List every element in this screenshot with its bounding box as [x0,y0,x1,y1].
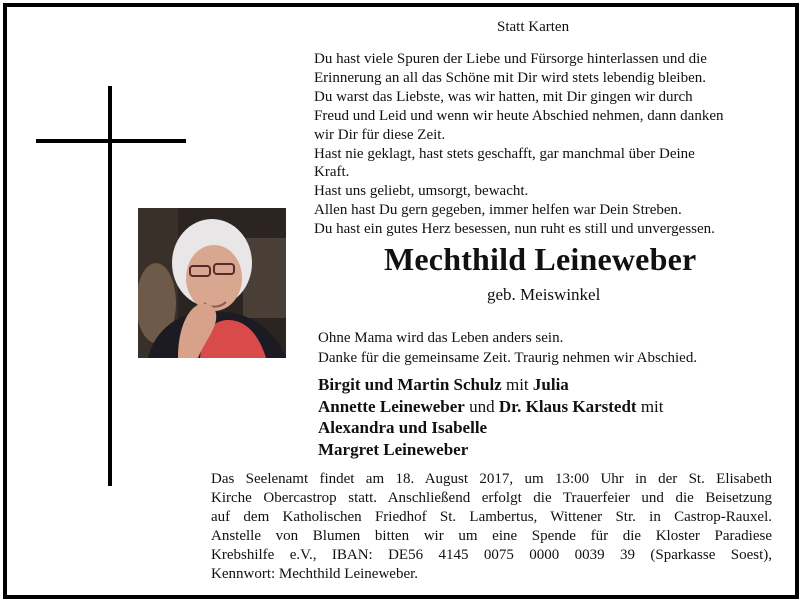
mourner-conjunction: mit [636,396,664,416]
mourner-conjunction: mit [501,375,533,394]
poem-line: Freud und Leid und wenn wir heute Abschied nehmen, dann danken [314,107,724,124]
mourner-name: Annette Leineweber [318,396,465,416]
notice-line: Kirche Obercastrop statt. Anschließend erfolgt die Trauerfeier und die Beisetzung [211,490,772,506]
mourner-conjunction: und [464,396,499,416]
header-statt-karten: Statt Karten [497,19,570,35]
poem-line: Kraft. [314,164,350,181]
mourner-line: Alexandra und Isabelle [318,418,488,437]
poem-line: Allen hast Du gern gegeben, immer helfen war Dein Streben. [314,202,682,219]
mourners-list [318,374,664,460]
portrait-image [138,208,286,358]
poem-line: Du hast viele Spuren der Liebe und Fürsorge hinterlassen und die [314,51,707,67]
deceased-name: Mechthild Leineweber [384,241,697,277]
cross-icon-bar [36,139,186,143]
notice-line: Kennwort: Mechthild Leineweber. [211,566,419,582]
poem-line: wir Dir für diese Zeit. [314,126,446,143]
mourner-line [318,396,664,418]
deceased-birth-name: geb. Meiswinkel [487,285,601,304]
poem-line: Du hast ein gutes Herz besessen, nun ruht es still und unvergessen. [314,221,715,238]
mourner-name: Julia [532,375,569,394]
funeral-notice [211,470,772,584]
mourner-name: Dr. Klaus Karstedt [498,396,637,416]
notice-line: Krebshilfe e.V., IBAN: DE56 4145 0075 0000 0039 39 (Sparkasse Soest), [211,547,772,563]
notice-line: auf dem Katholischen Friedhof St. Lambertus, Wittener Str. in Castrop-Rauxel. [211,509,772,525]
message-line: Ohne Mama wird das Leben anders sein. [318,330,564,346]
cross-icon [108,86,112,486]
mourner-line: Margret Leineweber [318,439,469,459]
poem [314,50,784,239]
mourner-line [318,374,664,396]
poem-line: Hast nie geklagt, hast stets geschafft, gar manchmal über Deine [314,145,695,162]
portrait-photo [138,208,286,358]
mourner-name: Birgit und Martin Schulz [318,375,502,394]
notice-line: Anstelle von Blumen bitten wir um eine Spende für die Kloster Paradiese [211,528,772,544]
family-message [318,328,697,368]
notice-line: Das Seelenamt findet am 18. August 2017, um 13:00 Uhr in der St. Elisabeth [211,471,772,487]
poem-line: Du warst das Liebste, was wir hatten, mit Dir gingen wir durch [314,88,693,105]
message-line: Danke für die gemeinsame Zeit. Traurig nehmen wir Abschied. [318,350,698,366]
poem-line: Erinnerung an all das Schöne mit Dir wird stets lebendig bleiben. [314,69,706,86]
poem-line: Hast uns geliebt, umsorgt, bewacht. [314,183,529,200]
